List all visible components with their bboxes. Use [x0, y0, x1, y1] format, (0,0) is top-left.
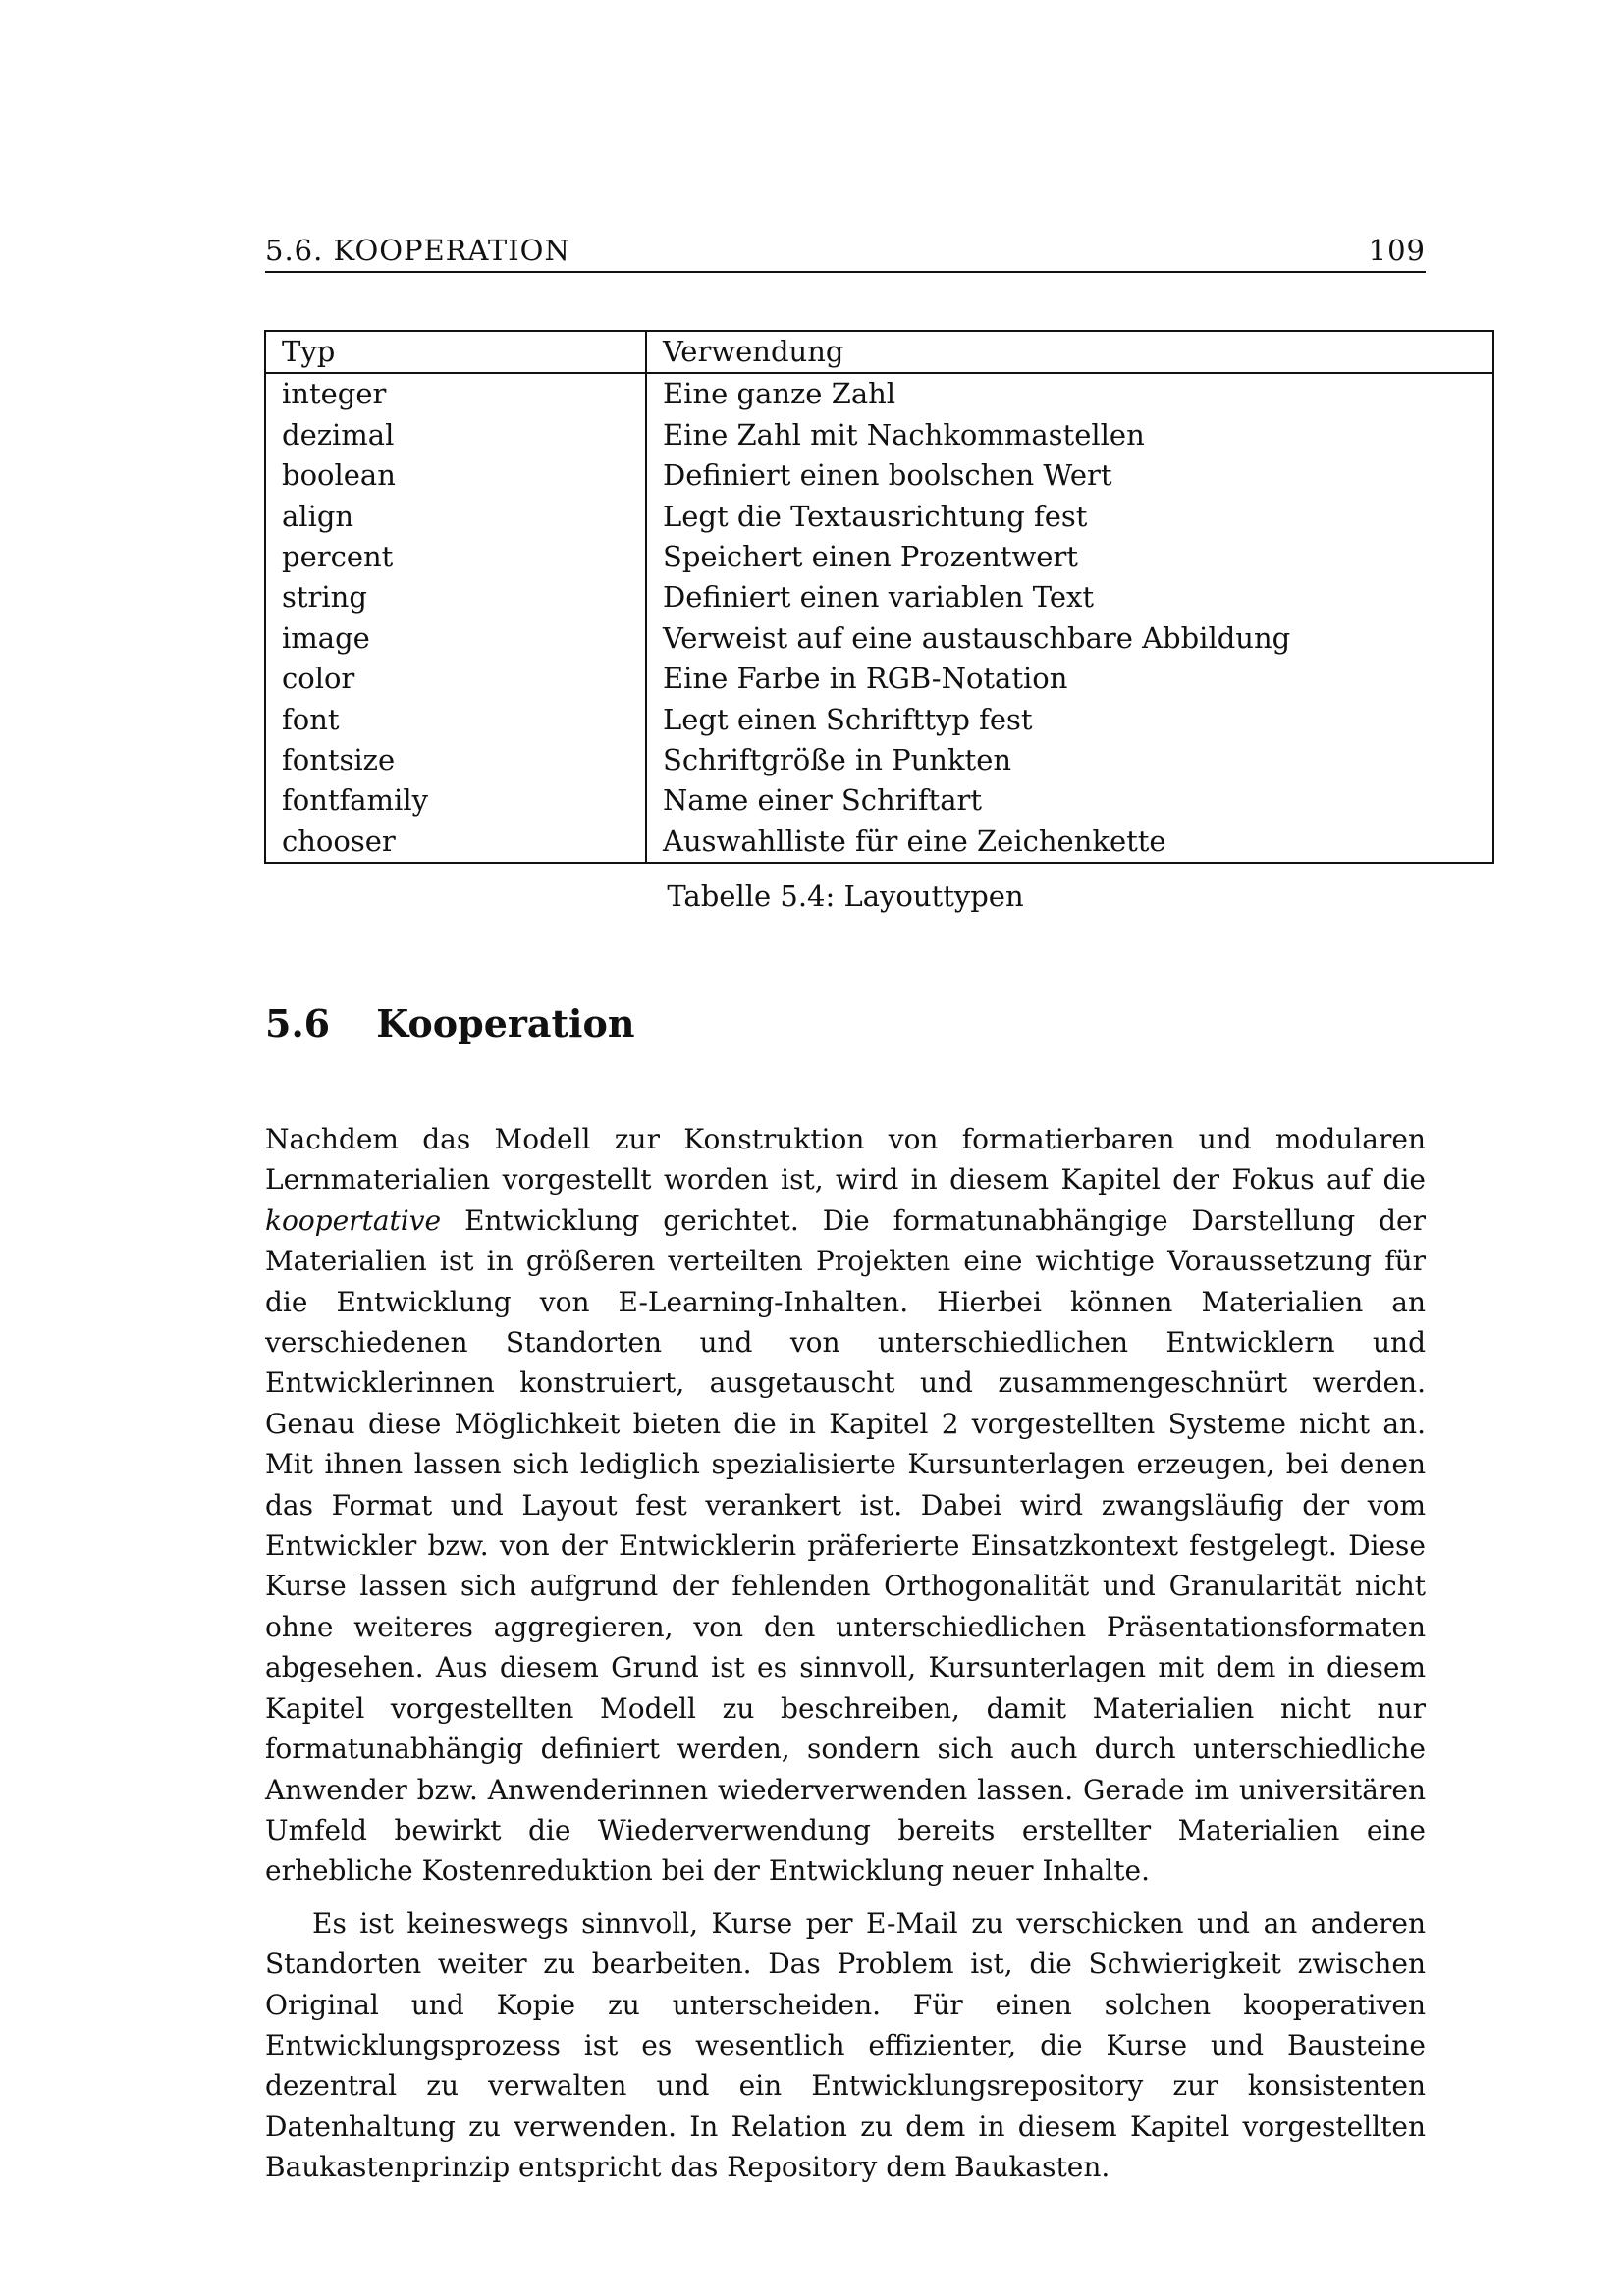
table-cell-typ: fontsize: [265, 740, 646, 780]
table-row: [265, 618, 1493, 659]
table-cell-typ: integer: [265, 373, 646, 414]
body-text: [265, 1119, 1426, 2200]
table-cell-verwendung: Eine Zahl mit Nachkommastellen: [663, 417, 1145, 452]
table-row: [265, 415, 1493, 455]
table-cell-typ: boolean: [265, 455, 646, 496]
running-header-section: 5.6. KOOPERATION: [265, 234, 570, 267]
section-title: Kooperation: [376, 1001, 635, 1045]
table-cell-verwendung: Speichert einen Prozentwert: [663, 540, 1078, 574]
page-number: 109: [1368, 234, 1426, 267]
table-cell-verwendung: Legt einen Schrifttyp fest: [663, 702, 1033, 736]
table-cell-typ: chooser: [265, 822, 646, 863]
table-cell-verwendung: Definiert einen variablen Text: [663, 580, 1095, 614]
layout-types-table: [264, 330, 1494, 864]
table-cell-typ: font: [265, 700, 646, 740]
table-cell-verwendung: Eine Farbe in RGB-Notation: [663, 662, 1068, 696]
table-cell-verwendung: Name einer Schriftart: [663, 783, 983, 818]
paragraph: [265, 1119, 1426, 1892]
table-row: [265, 455, 1493, 496]
table-header-verwendung: Verwendung: [646, 331, 1493, 373]
table-row: [265, 373, 1493, 414]
table-header-typ: Typ: [265, 331, 646, 373]
table-header-row: [265, 331, 1493, 373]
table-row: [265, 700, 1493, 740]
table-cell-typ: align: [265, 497, 646, 537]
table-cell-typ: dezimal: [265, 415, 646, 455]
table-cell-verwendung: Verweist auf eine austauschbare Abbildung: [663, 620, 1291, 655]
table-row: [265, 740, 1493, 780]
table-row: [265, 577, 1493, 617]
table-row: [265, 497, 1493, 537]
table-row: [265, 537, 1493, 577]
table-cell-typ: image: [265, 618, 646, 659]
table-row: [265, 822, 1493, 863]
emphasis-text: koopertative: [265, 1203, 442, 1237]
table-cell-typ: fontfamily: [265, 780, 646, 821]
table-cell-typ: color: [265, 659, 646, 699]
table-row: [265, 659, 1493, 699]
table-cell-verwendung: Legt die Textausrichtung fest: [663, 499, 1088, 533]
table-cell-typ: percent: [265, 537, 646, 577]
table-caption: Tabelle 5.4: Layouttypen: [667, 880, 1024, 913]
running-header: [265, 234, 1426, 273]
table-cell-verwendung: Eine ganze Zahl: [663, 377, 896, 411]
table-cell-verwendung: Schriftgröße in Punkten: [663, 743, 1012, 777]
paragraph-text: Nachdem das Modell zur Konstruktion von formatierbaren und modularen Lernmaterialien vorgestellt worden ist, wird in diesem Kapitel der Fokus auf die: [265, 1123, 1426, 1197]
paragraph: Es ist keineswegs sinnvoll, Kurse per E-Mail zu verschicken und an anderen Standorten weiter zu bearbeiten. Das Problem ist, die Schwierigkeit zwischen Original und Kopie zu unterscheiden. Für einen solchen kooperativen Entwicklungsprozess ist es wesentlich effizienter, die Kurse und Bausteine dezentral zu verwalten und ein Entwicklungsrepository zur konsistenten Datenhaltung zu verwenden. In Relation zu dem in diesem Kapitel vorgestellten Baukastenprinzip entspricht das Repository dem Baukasten.: [265, 1906, 1426, 2184]
section-heading: [265, 1001, 634, 1045]
table-row: [265, 780, 1493, 821]
table-cell-verwendung: Definiert einen boolschen Wert: [663, 458, 1112, 493]
table-cell-typ: string: [265, 577, 646, 617]
table-cell-verwendung: Auswahlliste für eine Zeichenkette: [663, 824, 1166, 858]
section-number: 5.6: [265, 1001, 331, 1045]
paragraph-text: Entwicklung gerichtet. Die formatunabhängige Darstellung der Materialien ist in größeren verteilten Projekten eine wichtige Voraussetzung für die Entwicklung von E-Learning-Inhalten. Hierbei können Materialien an verschiedenen Standorten und von unterschiedlichen Entwicklern und Entwicklerinnen konstruiert, ausgetauscht und zusammengeschnürt werden. Genau diese Möglichkeit bieten die in Kapitel 2 vorgestellten Systeme nicht an. Mit ihnen lassen sich lediglich spezialisierte Kursunterlagen erzeugen, bei denen das Format und Layout fest verankert ist. Dabei wird zwangsläufig der vom Entwickler bzw. von der Entwicklerin präferierte Einsatzkontext festgelegt. Diese Kurse lassen sich aufgrund der fehlenden Orthogonalität und Granularität nicht ohne weiteres aggregieren, von den unterschiedlichen Präsentationsformaten abgesehen. Aus diesem Grund ist es sinnvoll, Kursunterlagen mit dem in diesem Kapitel vorgestellten Modell zu beschreiben, damit Materialien nicht nur formatunabhängig definiert werden, sondern sich auch durch unterschiedliche Anwender bzw. Anwenderinnen wiederverwenden lassen. Gerade im universitären Umfeld bewirkt die Wiederverwendung bereits erstellter Materialien eine erhebliche Kostenreduktion bei der Entwicklung neuer Inhalte.: [265, 1203, 1426, 1888]
